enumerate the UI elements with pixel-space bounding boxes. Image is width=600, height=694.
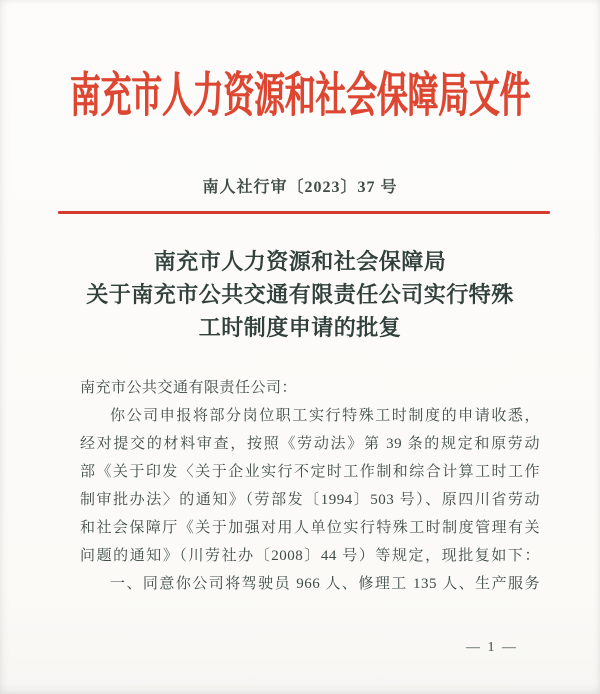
body-line: 制审批办法〉的通知》（劳部发〔1994〕503 号）、原四川省劳动 bbox=[80, 492, 540, 508]
red-letterhead-banner: 南充市人力资源和社会保障局文件 bbox=[69, 70, 531, 124]
title-line-1: 南充市人力资源和社会保障局 bbox=[153, 249, 447, 274]
body-line: 和社会保障厅《关于加强对用人单位实行特殊工时制度管理有关 bbox=[80, 520, 540, 536]
body-line: 部《关于印发〈关于企业实行不定时工作制和综合计算工时工作 bbox=[80, 464, 540, 480]
title-line-2: 关于南充市公共交通有限责任公司实行特殊 bbox=[86, 282, 514, 307]
salutation-line: 南充市公共交通有限责任公司： bbox=[80, 380, 298, 396]
page-number: — 1 — bbox=[466, 640, 518, 655]
body-line: 一、同意你公司将驾驶员 966 人、修理工 135 人、生产服务 bbox=[110, 576, 540, 592]
red-divider-rule bbox=[58, 211, 550, 214]
document-title bbox=[0, 245, 600, 344]
title-line-3: 工时制度申请的批复 bbox=[198, 315, 402, 340]
body-line: 你公司申报将部分岗位职工实行特殊工时制度的申请收悉， bbox=[110, 408, 540, 424]
body-line: 经对提交的材料审查，按照《劳动法》第 39 条的规定和原劳动 bbox=[80, 436, 540, 452]
document-body bbox=[80, 374, 540, 598]
body-line: 问题的通知》（川劳社办〔2008〕44 号）等规定，现批复如下： bbox=[80, 548, 540, 564]
document-reference-number: 南人社行审〔2023〕37 号 bbox=[202, 179, 398, 196]
